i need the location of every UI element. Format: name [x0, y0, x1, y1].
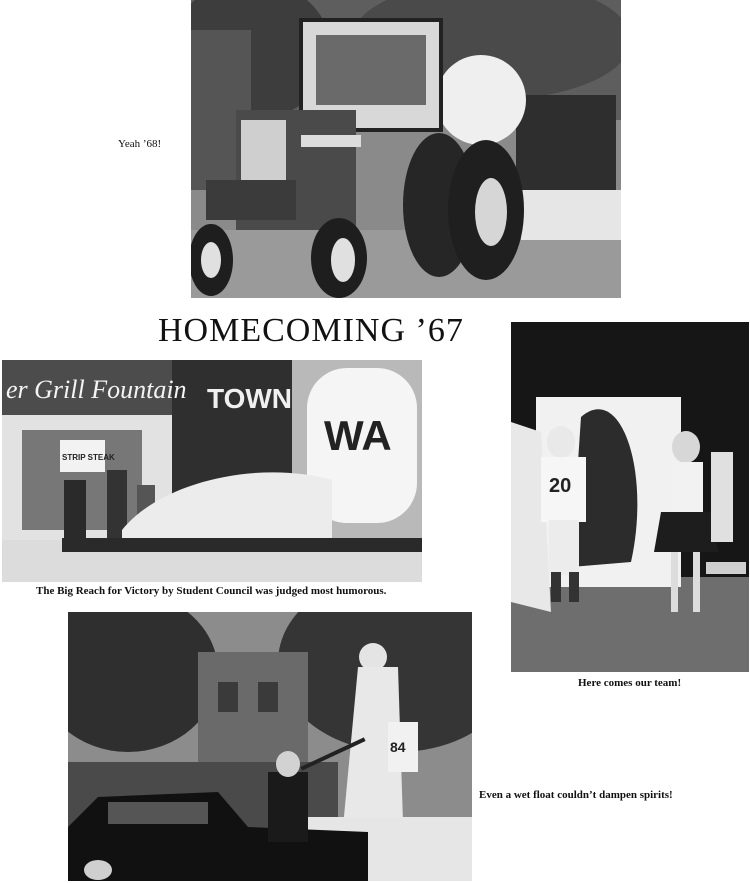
tractor-photo: [191, 0, 621, 298]
float-letters: WA: [324, 412, 392, 459]
town-sign: TOWN: [207, 383, 293, 414]
page-title: HOMECOMING ’67: [158, 312, 464, 349]
storefront-sign: er Grill Fountain: [6, 375, 187, 404]
jersey-20: 20: [549, 475, 572, 497]
caption-wet-float: Even a wet float couldn’t dampen spirits!: [479, 789, 673, 801]
caption-team: Here comes our team!: [578, 677, 682, 689]
wet-float-photo: [68, 612, 472, 881]
store-window-sign: STRIP STEAK: [62, 453, 115, 462]
big-reach-photo: [2, 360, 422, 582]
team-photo: [511, 322, 749, 672]
caption-big-reach: The Big Reach for Victory by Student Council was judged most humorous.: [36, 585, 387, 597]
jersey-84: 84: [390, 739, 406, 755]
caption-tractor: Yeah ’68!: [118, 138, 162, 150]
